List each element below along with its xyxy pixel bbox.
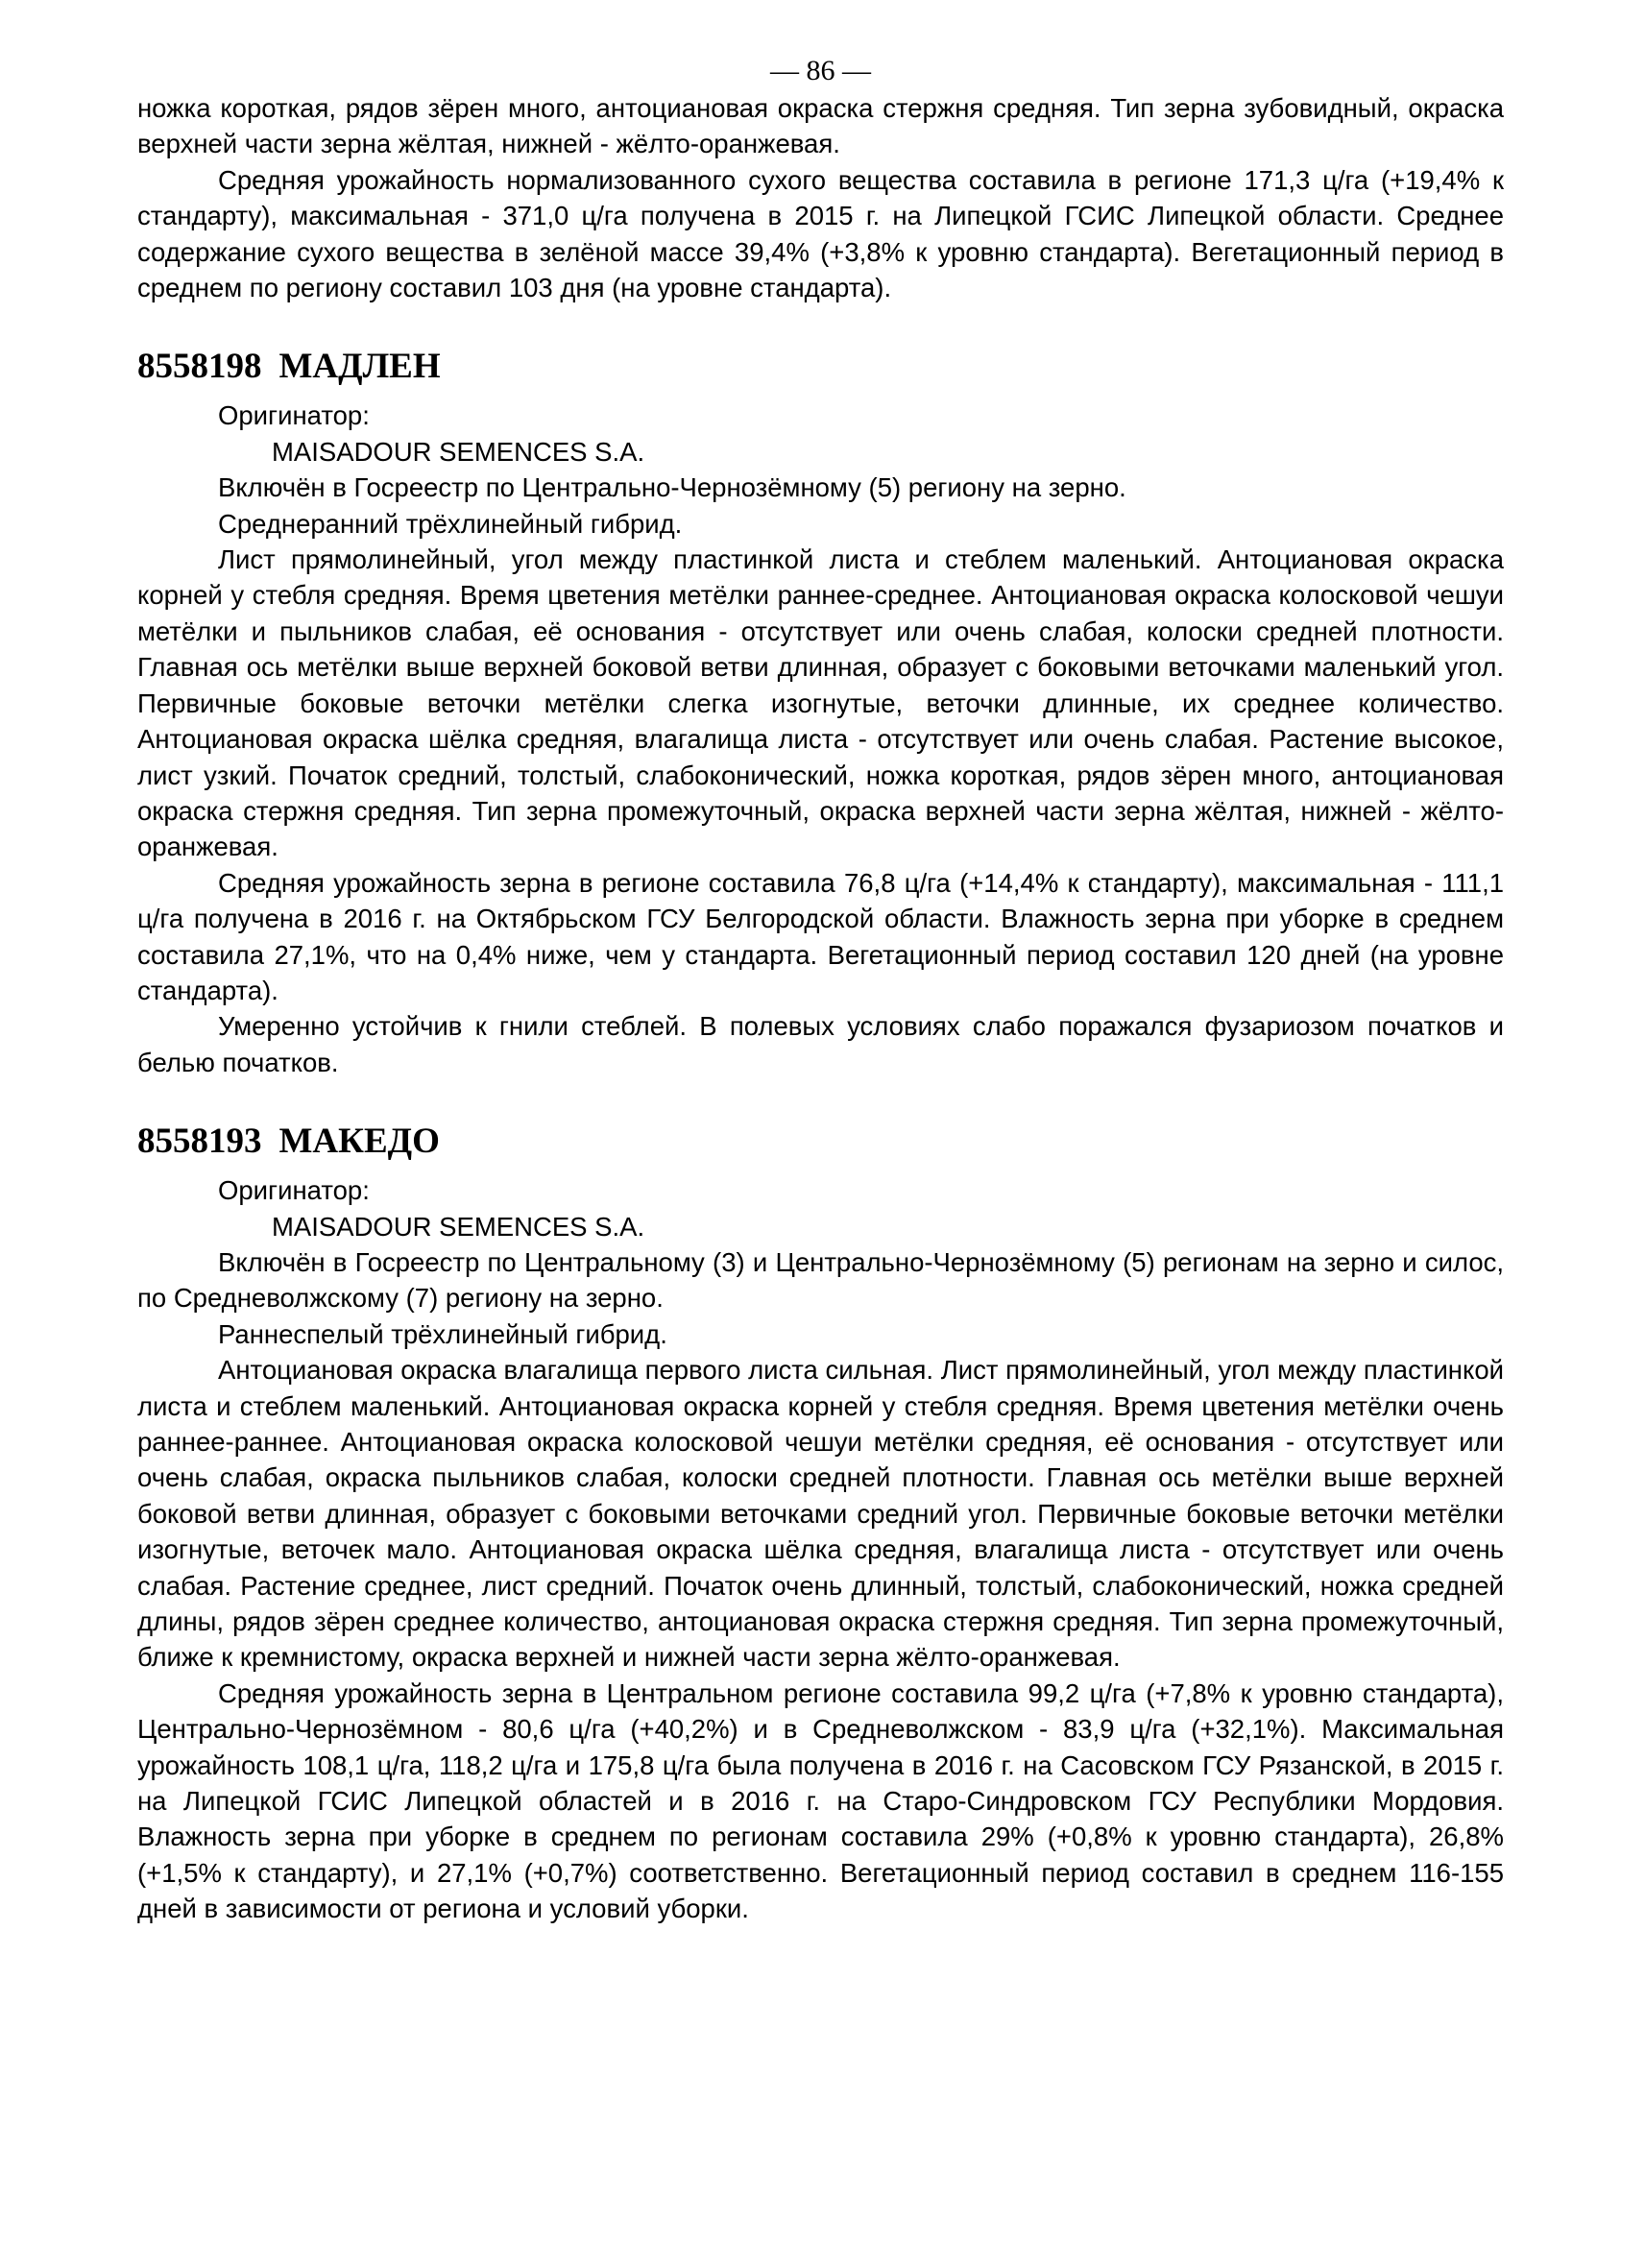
description-paragraph: Лист прямолинейный, угол между пластинкой листа и стеблем маленький. Антоциановая окраска корней у стебля средняя. Время цветения метёлки раннее-среднее. Антоциановая окраска колосковой чешуи метёлки и пыльников слабая, её основания - отсутствует или очень слабая, колоски средней плотности. Главная ось метёлки выше верхней боковой ветви длинная, образует с боковыми веточками маленький угол. Первичные боковые веточки метёлки слегка изогнутые, веточки длинные, их среднее количество. Антоциановая окраска шёлка средняя, влагалища листа - отсутствует или очень слабая. Растение высокое, лист узкий. Початок средний, толстый, слабоконический, ножка короткая, рядов зёрен много, антоциановая окраска стержня средняя. Тип зерна промежуточный, окраска верхней части зерна жёлтая, нижней - жёлто-оранжевая. (137, 544, 1504, 862)
variety-entry (137, 1121, 1504, 1927)
originator-name: MAISADOUR SEMENCES S.A. (272, 1211, 645, 1242)
hybrid-type-paragraph: Раннеспелый трёхлинейный гибрид. (218, 1318, 667, 1349)
variety-name: МАКЕДО (278, 1122, 440, 1162)
originator-label: Оригинатор: (218, 400, 370, 431)
originator-name: MAISADOUR SEMENCES S.A. (272, 436, 645, 467)
registry-paragraph: Включён в Госреестр по Центрально-Чернозёмному (5) региону на зерно. (218, 472, 1126, 503)
resistance-paragraph: Умеренно устойчив к гнили стеблей. В полевых условиях слабо поражался фузариозом початков и белью початков. (137, 1011, 1504, 1077)
intro-paragraph-continuation: ножка короткая, рядов зёрен много, антоциановая окраска стержня средняя. Тип зерна зубовидный, окраска верхней части зерна жёлтая, нижней - жёлто-оранжевая. (137, 93, 1504, 159)
variety-heading (137, 346, 1504, 388)
variety-name: МАДЛЕН (278, 347, 441, 387)
intro-paragraph-yield: Средняя урожайность нормализованного сухого вещества составила в регионе 171,3 ц/га (+19,4% к стандарту), максимальная - 371,0 ц/га получена в 2015 г. на Липецкой ГСИС Липецкой области. Среднее содержание сухого вещества в зелёной массе 39,4% (+3,8% к уровню стандарта). Вегетационный период в среднем по региону составил 103 дня (на уровне стандарта). (137, 164, 1504, 303)
variety-heading (137, 1121, 1504, 1163)
document-page (137, 50, 1504, 1927)
registry-paragraph: Включён в Госреестр по Центральному (3) и Центрально-Чернозёмному (5) регионам на зерно и силос, по Средневолжскому (7) региону на зерно. (137, 1246, 1504, 1314)
hybrid-type-paragraph: Среднеранний трёхлинейный гибрид. (218, 508, 683, 539)
variety-entry (137, 346, 1504, 1080)
yield-paragraph: Средняя урожайность зерна в Центральном регионе составила 99,2 ц/га (+7,8% к уровню стандарта), Центрально-Чернозёмном - 80,6 ц/га (+40,2%) и в Средневолжском - 83,9 ц/га (+32,1%). Максимальная урожайность 108,1 ц/га, 118,2 ц/га и 175,8 ц/га была получена в 2016 г. на Сасовском ГСУ Рязанской, в 2015 г. на Липецкой ГСИС Липецкой областей и в 2016 г. на Старо-Синдровском ГСУ Республики Мордовия. Влажность зерна при уборке в среднем по регионам составила 29% (+0,8% к уровню стандарта), 26,8% (+1,5% к стандарту), и 27,1% (+0,7%) соответственно. Вегетационный период составил в среднем 116-155 дней в зависимости от региона и условий уборки. (137, 1677, 1504, 1924)
originator-label: Оригинатор: (218, 1175, 370, 1206)
variety-code: 8558198 (137, 347, 262, 387)
yield-paragraph: Средняя урожайность зерна в регионе составила 76,8 ц/га (+14,4% к стандарту), максимальная - 111,1 ц/га получена в 2016 г. на Октябрьском ГСУ Белгородской области. Влажность зерна при уборке в среднем составила 27,1%, что на 0,4% ниже, чем у стандарта. Вегетационный период составил 120 дней (на уровне стандарта). (137, 867, 1504, 1005)
variety-code: 8558193 (137, 1122, 262, 1162)
description-paragraph: Антоциановая окраска влагалища первого листа сильная. Лист прямолинейный, угол между пластинкой листа и стеблем маленький. Антоциановая окраска корней у стебля средняя. Время цветения метёлки очень раннее-раннее. Антоциановая окраска колосковой чешуи метёлки средняя, её основания - отсутствует или очень слабая, окраска пыльников слабая, колоски средней плотности. Главная ось метёлки выше верхней боковой ветви длинная, образует с боковыми веточками средний угол. Первичные боковые веточки метёлки изогнутые, веточек мало. Антоциановая окраска шёлка средняя, влагалища листа - отсутствует или очень слабая. Растение среднее, лист средний. Початок очень длинный, толстый, слабоконический, ножка средней длины, рядов зёрен среднее количество, антоциановая окраска стержня средняя. Тип зерна промежуточный, ближе к кремнистому, окраска верхней и нижней части зерна жёлто-оранжевая. (137, 1355, 1504, 1673)
page-number: — 86 — (770, 55, 871, 86)
